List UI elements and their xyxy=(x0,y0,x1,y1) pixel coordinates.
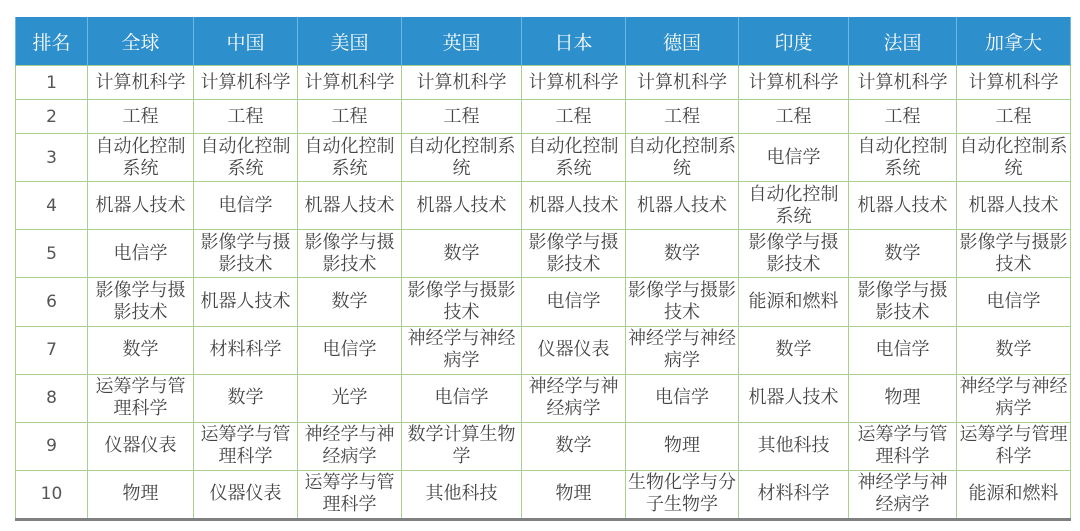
subject-cell-uk: 工程 xyxy=(402,100,522,134)
subject-cell-germany: 神经学与神经病学 xyxy=(626,326,739,374)
subject-cell-germany: 生物化学与分子生物学 xyxy=(626,470,739,519)
subject-cell-usa: 工程 xyxy=(298,100,402,134)
subject-cell-usa: 自动化控制系统 xyxy=(298,134,402,182)
subject-cell-japan: 计算机科学 xyxy=(522,66,626,100)
subject-cell-india: 机器人技术 xyxy=(739,374,849,422)
subject-cell-japan: 工程 xyxy=(522,100,626,134)
subject-cell-uk: 神经学与神经病学 xyxy=(402,326,522,374)
subject-cell-france: 影像学与摄影技术 xyxy=(849,278,957,326)
subject-cell-canada: 影像学与摄影技术 xyxy=(957,230,1071,278)
subject-cell-japan: 仪器仪表 xyxy=(522,326,626,374)
subject-cell-usa: 神经学与神经病学 xyxy=(298,422,402,470)
rank-cell: 6 xyxy=(16,278,88,326)
subject-cell-china: 机器人技术 xyxy=(194,278,298,326)
subject-cell-germany: 自动化控制系统 xyxy=(626,134,739,182)
subject-cell-japan: 机器人技术 xyxy=(522,182,626,230)
subject-cell-china: 仪器仪表 xyxy=(194,470,298,519)
table-row xyxy=(16,374,1071,422)
header-canada: 加拿大 xyxy=(957,17,1071,66)
subject-cell-france: 神经学与神经病学 xyxy=(849,470,957,519)
subject-cell-uk: 数学 xyxy=(402,230,522,278)
table-body xyxy=(16,66,1071,520)
subject-cell-japan: 物理 xyxy=(522,470,626,519)
header-india: 印度 xyxy=(739,17,849,66)
subject-cell-india: 自动化控制系统 xyxy=(739,182,849,230)
subject-cell-uk: 其他科技 xyxy=(402,470,522,519)
subject-cell-china: 影像学与摄影技术 xyxy=(194,230,298,278)
subject-cell-germany: 工程 xyxy=(626,100,739,134)
header-uk: 英国 xyxy=(402,17,522,66)
subject-cell-france: 运筹学与管理科学 xyxy=(849,422,957,470)
rank-cell: 1 xyxy=(16,66,88,100)
subject-cell-usa: 机器人技术 xyxy=(298,182,402,230)
header-germany: 德国 xyxy=(626,17,739,66)
subject-cell-france: 机器人技术 xyxy=(849,182,957,230)
rank-cell: 4 xyxy=(16,182,88,230)
subject-cell-japan: 自动化控制系统 xyxy=(522,134,626,182)
subject-cell-uk: 电信学 xyxy=(402,374,522,422)
table-row xyxy=(16,66,1071,100)
subject-cell-japan: 神经学与神经病学 xyxy=(522,374,626,422)
subject-ranking-table xyxy=(15,17,1071,521)
subject-cell-india: 计算机科学 xyxy=(739,66,849,100)
table-row xyxy=(16,230,1071,278)
subject-cell-france: 数学 xyxy=(849,230,957,278)
subject-cell-uk: 机器人技术 xyxy=(402,182,522,230)
header-china: 中国 xyxy=(194,17,298,66)
subject-cell-japan: 数学 xyxy=(522,422,626,470)
subject-cell-france: 工程 xyxy=(849,100,957,134)
rank-cell: 8 xyxy=(16,374,88,422)
subject-cell-india: 数学 xyxy=(739,326,849,374)
header-row xyxy=(16,17,1071,66)
ranking-table-container xyxy=(15,17,1070,521)
header-global: 全球 xyxy=(88,17,194,66)
subject-cell-japan: 电信学 xyxy=(522,278,626,326)
table-row xyxy=(16,470,1071,519)
subject-cell-canada: 神经学与神经病学 xyxy=(957,374,1071,422)
subject-cell-china: 工程 xyxy=(194,100,298,134)
subject-cell-germany: 物理 xyxy=(626,422,739,470)
table-row xyxy=(16,182,1071,230)
subject-cell-france: 电信学 xyxy=(849,326,957,374)
subject-cell-india: 其他科技 xyxy=(739,422,849,470)
rank-cell: 9 xyxy=(16,422,88,470)
subject-cell-china: 数学 xyxy=(194,374,298,422)
subject-cell-india: 材料科学 xyxy=(739,470,849,519)
header-rank: 排名 xyxy=(16,17,88,66)
subject-cell-china: 电信学 xyxy=(194,182,298,230)
subject-cell-usa: 数学 xyxy=(298,278,402,326)
subject-cell-germany: 影像学与摄影技术 xyxy=(626,278,739,326)
subject-cell-canada: 电信学 xyxy=(957,278,1071,326)
header-usa: 美国 xyxy=(298,17,402,66)
rank-cell: 7 xyxy=(16,326,88,374)
subject-cell-canada: 计算机科学 xyxy=(957,66,1071,100)
subject-cell-india: 工程 xyxy=(739,100,849,134)
subject-cell-usa: 计算机科学 xyxy=(298,66,402,100)
subject-cell-germany: 机器人技术 xyxy=(626,182,739,230)
header-japan: 日本 xyxy=(522,17,626,66)
rank-cell: 10 xyxy=(16,470,88,519)
subject-cell-india: 电信学 xyxy=(739,134,849,182)
subject-cell-canada: 数学 xyxy=(957,326,1071,374)
table-row xyxy=(16,422,1071,470)
subject-cell-usa: 电信学 xyxy=(298,326,402,374)
subject-cell-china: 计算机科学 xyxy=(194,66,298,100)
subject-cell-canada: 能源和燃料 xyxy=(957,470,1071,519)
subject-cell-global: 自动化控制系统 xyxy=(88,134,194,182)
subject-cell-global: 电信学 xyxy=(88,230,194,278)
subject-cell-china: 材料科学 xyxy=(194,326,298,374)
subject-cell-global: 工程 xyxy=(88,100,194,134)
subject-cell-canada: 自动化控制系统 xyxy=(957,134,1071,182)
subject-cell-france: 自动化控制系统 xyxy=(849,134,957,182)
subject-cell-india: 影像学与摄影技术 xyxy=(739,230,849,278)
subject-cell-global: 计算机科学 xyxy=(88,66,194,100)
subject-cell-china: 运筹学与管理科学 xyxy=(194,422,298,470)
subject-cell-global: 影像学与摄影技术 xyxy=(88,278,194,326)
subject-cell-uk: 数学计算生物学 xyxy=(402,422,522,470)
subject-cell-uk: 自动化控制系统 xyxy=(402,134,522,182)
subject-cell-usa: 运筹学与管理科学 xyxy=(298,470,402,519)
table-row xyxy=(16,100,1071,134)
subject-cell-france: 计算机科学 xyxy=(849,66,957,100)
rank-cell: 3 xyxy=(16,134,88,182)
subject-cell-canada: 机器人技术 xyxy=(957,182,1071,230)
table-row xyxy=(16,278,1071,326)
subject-cell-global: 机器人技术 xyxy=(88,182,194,230)
subject-cell-canada: 运筹学与管理科学 xyxy=(957,422,1071,470)
rank-cell: 5 xyxy=(16,230,88,278)
rank-cell: 2 xyxy=(16,100,88,134)
table-row xyxy=(16,326,1071,374)
subject-cell-global: 运筹学与管理科学 xyxy=(88,374,194,422)
subject-cell-uk: 计算机科学 xyxy=(402,66,522,100)
subject-cell-france: 物理 xyxy=(849,374,957,422)
subject-cell-japan: 影像学与摄影技术 xyxy=(522,230,626,278)
table-row xyxy=(16,134,1071,182)
subject-cell-usa: 影像学与摄影技术 xyxy=(298,230,402,278)
subject-cell-china: 自动化控制系统 xyxy=(194,134,298,182)
subject-cell-uk: 影像学与摄影技术 xyxy=(402,278,522,326)
subject-cell-germany: 计算机科学 xyxy=(626,66,739,100)
subject-cell-usa: 光学 xyxy=(298,374,402,422)
subject-cell-global: 数学 xyxy=(88,326,194,374)
subject-cell-global: 仪器仪表 xyxy=(88,422,194,470)
subject-cell-global: 物理 xyxy=(88,470,194,519)
subject-cell-germany: 电信学 xyxy=(626,374,739,422)
subject-cell-germany: 数学 xyxy=(626,230,739,278)
subject-cell-india: 能源和燃料 xyxy=(739,278,849,326)
header-france: 法国 xyxy=(849,17,957,66)
subject-cell-canada: 工程 xyxy=(957,100,1071,134)
